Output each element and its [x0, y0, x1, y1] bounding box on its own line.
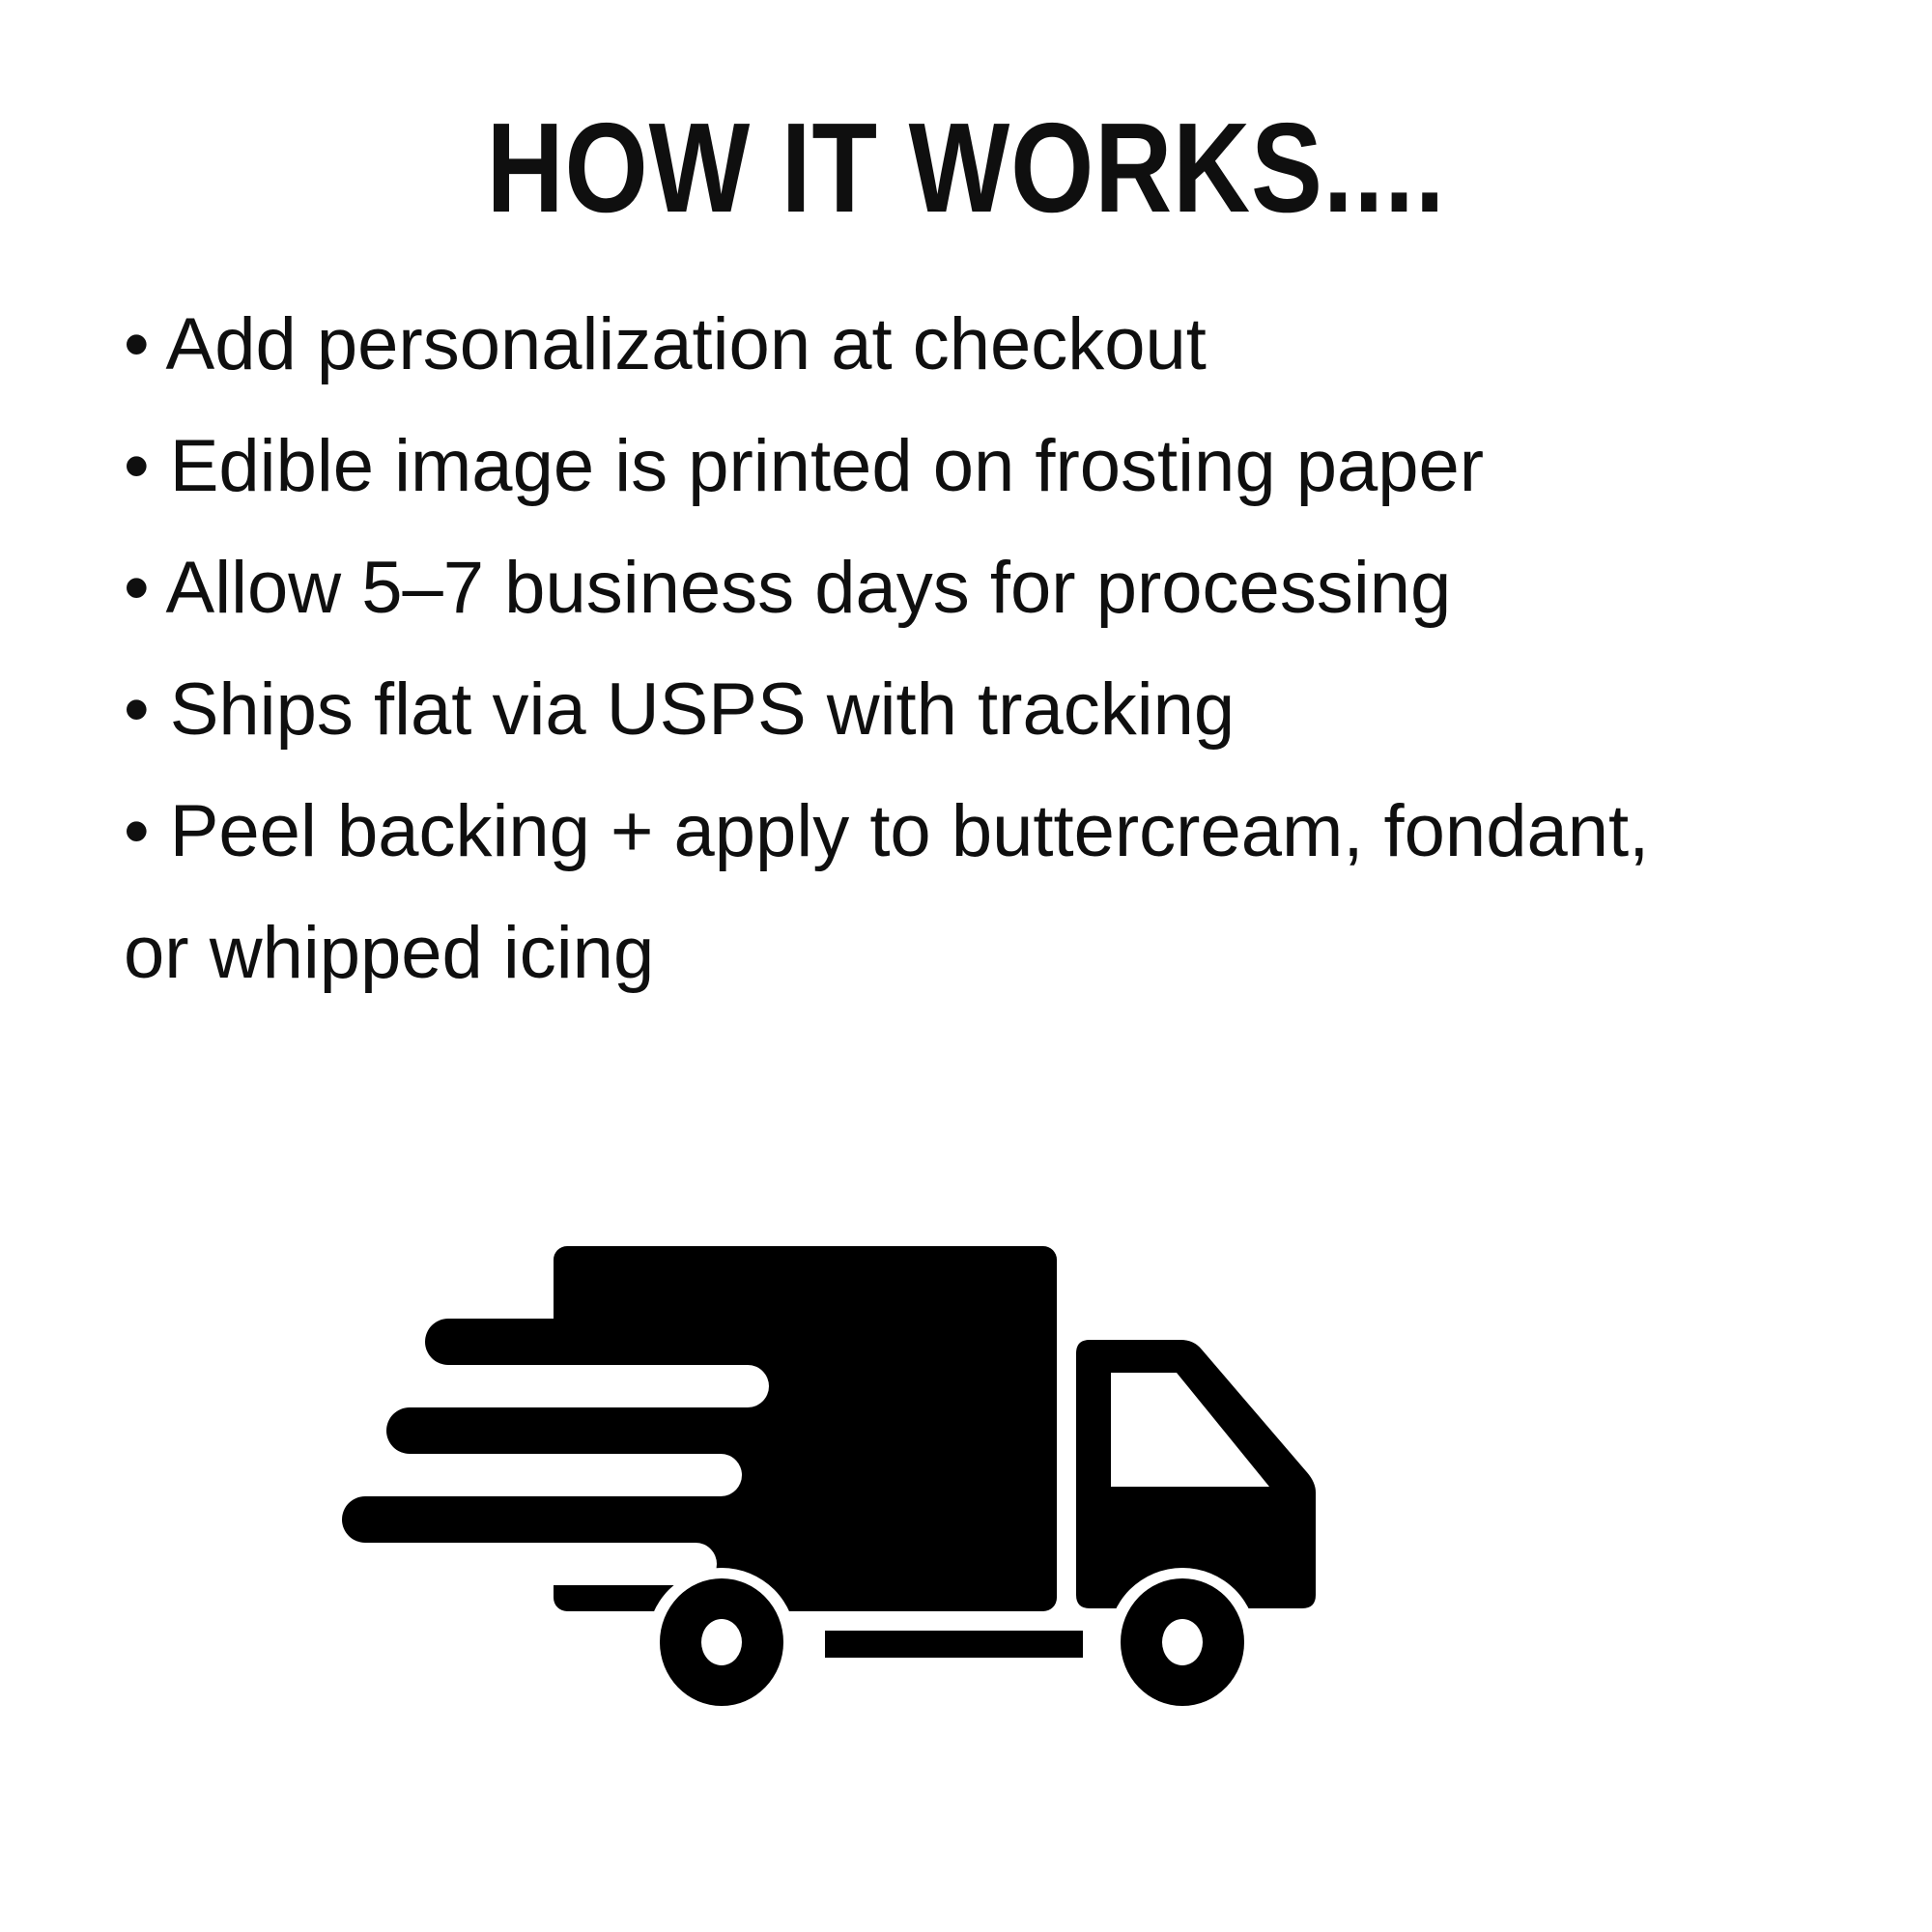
ground-bar: [825, 1631, 1083, 1658]
bullet-list: [124, 284, 1650, 1014]
list-item: • Ships flat via USPS with tracking: [124, 668, 1236, 751]
list-item: • Peel backing + apply to buttercream, fondant, or whipped icing: [124, 790, 1650, 994]
list-item: • Allow 5–7 business days for processing: [124, 547, 1452, 629]
shipping-truck-icon: [338, 1241, 1319, 1748]
list-item: • Add personalization at checkout: [124, 303, 1207, 385]
list-item: • Edible image is printed on frosting paper: [124, 425, 1485, 507]
page-title: HOW IT WORKS....: [486, 97, 1446, 239]
